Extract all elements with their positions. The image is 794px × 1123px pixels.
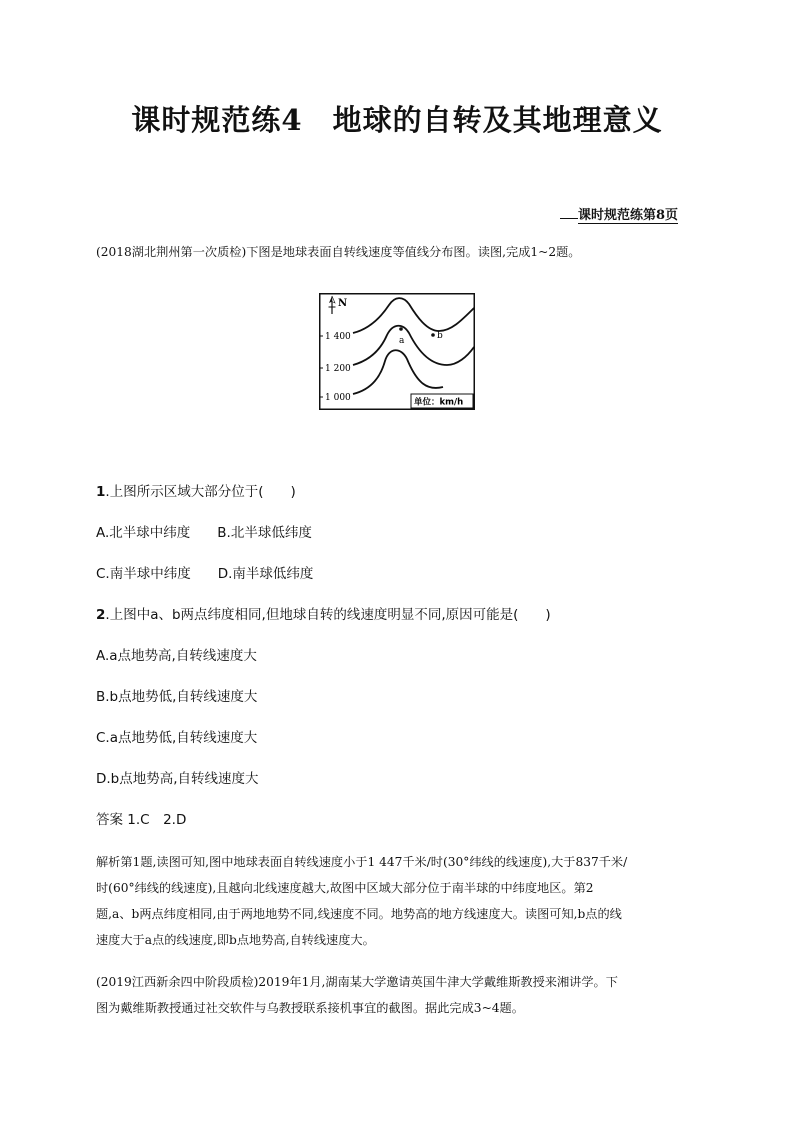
point-a-dot [399, 327, 403, 331]
question-1-options-row-1 [96, 523, 312, 543]
question-2-stem [96, 605, 551, 625]
intro-paragraph-1: (2018湖北荆州第一次质检)下图是地球表面自转线速度等值线分布图。读图,完成1~2题。 [96, 245, 581, 259]
question-2-text: .上图中a、b两点纬度相同,但地球自转的线速度明显不同,原因可能是( ) [105, 607, 551, 623]
page-reference-text: 课时规范练第8页 [577, 208, 678, 223]
question-2-option-b: B.b点地势低,自转线速度大 [96, 689, 258, 705]
question-1-options-row-2 [96, 564, 313, 584]
question-1-number: 1 [96, 484, 106, 500]
blank-underline [560, 207, 578, 219]
answer-line: 答案 1.C 2.D [96, 812, 187, 828]
point-a-label: a [399, 336, 405, 346]
intro-paragraph-2-line-1: (2019江西新余四中阶段质检)2019年1月,湖南某大学邀请英国牛津大学戴维斯教授来湘讲学。下 [96, 975, 618, 989]
point-b-label: b [437, 331, 443, 341]
question-2-option-d: D.b点地势高,自转线速度大 [96, 771, 259, 787]
contour-figure [319, 293, 475, 410]
point-b-dot [431, 333, 435, 337]
question-2-option-a: A.a点地势高,自转线速度大 [96, 648, 257, 664]
intro-paragraph-2-line-2: 图为戴维斯教授通过社交软件与乌教授联系接机事宜的截图。据此完成3~4题。 [96, 1001, 524, 1015]
explanation-line-4: 速度大于a点的线速度,即b点地势高,自转线速度大。 [96, 933, 375, 947]
north-label: N [338, 298, 348, 309]
contour-label-1200: 1 200 [325, 364, 351, 374]
question-2-number: 2 [96, 607, 106, 623]
contour-label-1000: 1 000 [325, 393, 351, 403]
contour-label-1400: 1 400 [325, 332, 351, 342]
page-title: 课时规范练4 地球的自转及其地理意义 [131, 103, 663, 137]
explanation-line-3: 题,a、b两点纬度相同,由于两地地势不同,线速度不同。地势高的地方线速度大。读图可知,b点的线 [96, 907, 622, 921]
question-2-option-c: C.a点地势低,自转线速度大 [96, 730, 258, 746]
question-1-option-b: B.北半球低纬度 [217, 525, 312, 541]
explanation-line-1: 解析第1题,读图可知,图中地球表面自转线速度小于1 447千米/时(30°纬线的线速度),大于837千米/ [96, 855, 628, 869]
question-1-option-a: A.北半球中纬度 [96, 525, 191, 541]
page-reference [560, 204, 678, 223]
question-1-text: .上图所示区域大部分位于( ) [105, 484, 296, 500]
question-1-option-d: D.南半球低纬度 [217, 566, 314, 582]
question-1-option-c: C.南半球中纬度 [96, 566, 191, 582]
explanation-line-2: 时(60°纬线的线速度),且越向北线速度越大,故图中区域大部分位于南半球的中纬度地区。第2 [96, 881, 594, 895]
question-1-stem [96, 482, 296, 502]
unit-label: 单位：km/h [414, 397, 464, 408]
contour-map [319, 293, 475, 410]
